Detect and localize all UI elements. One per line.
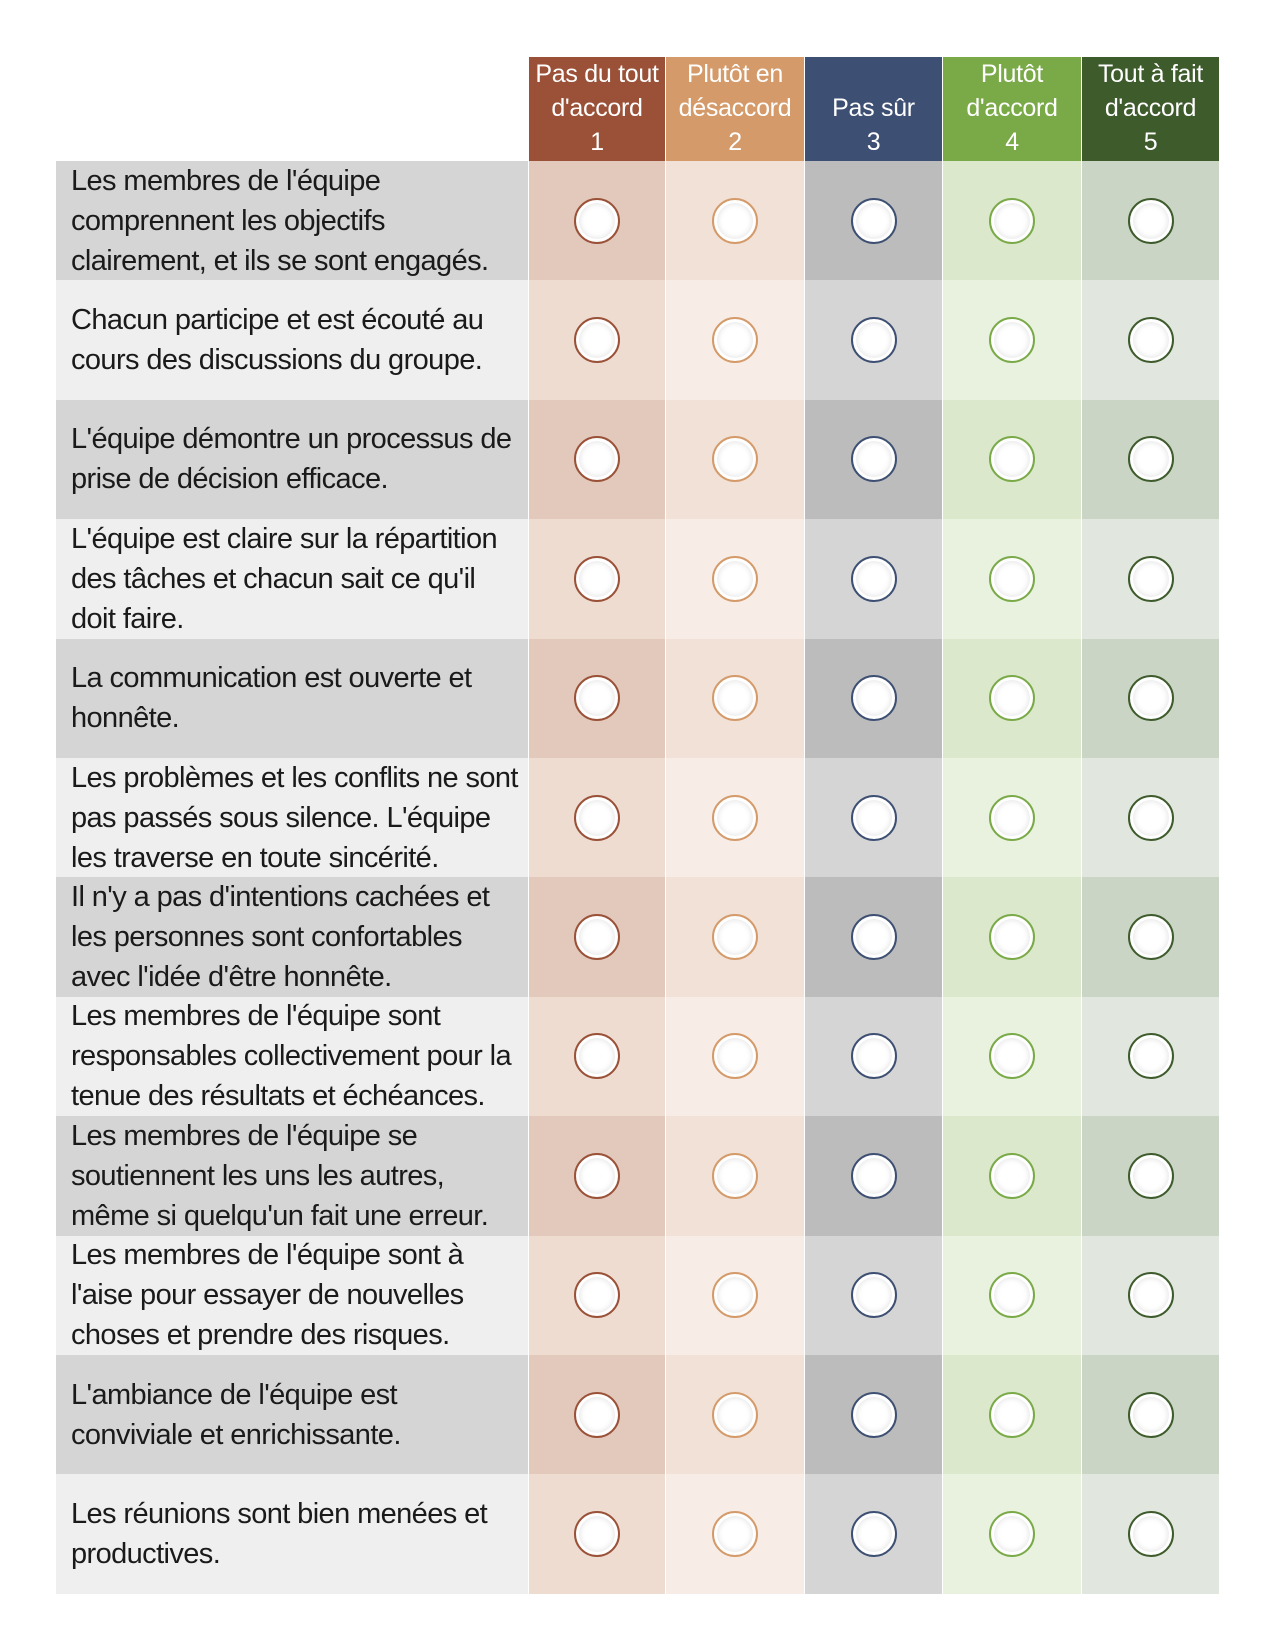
survey-table bbox=[56, 57, 1219, 1594]
rating-cell-1 bbox=[528, 877, 665, 996]
rating-radio-1[interactable] bbox=[574, 198, 620, 244]
rating-radio-1[interactable] bbox=[574, 1033, 620, 1079]
rating-cell-5 bbox=[1081, 1355, 1219, 1474]
rating-cell-3 bbox=[804, 1355, 942, 1474]
rating-radio-5[interactable] bbox=[1128, 1392, 1174, 1438]
rating-radio-3[interactable] bbox=[851, 675, 897, 721]
rating-cell-3 bbox=[804, 997, 942, 1116]
rating-cell-1 bbox=[528, 1236, 665, 1355]
scale-label-line1: Plutôt bbox=[980, 60, 1044, 88]
rating-cell-1 bbox=[528, 1355, 665, 1474]
rating-cell-2 bbox=[665, 758, 804, 877]
rating-cell-3 bbox=[804, 877, 942, 996]
scale-label-line2: d'accord bbox=[1104, 94, 1197, 122]
rating-radio-1[interactable] bbox=[574, 556, 620, 602]
rating-cell-1 bbox=[528, 161, 665, 280]
rating-radio-3[interactable] bbox=[851, 1033, 897, 1079]
rating-cell-1 bbox=[528, 997, 665, 1116]
rating-cell-2 bbox=[665, 280, 804, 399]
rating-radio-1[interactable] bbox=[574, 1511, 620, 1557]
question-text: Les membres de l'équipe sont responsables collectivement pour la tenue des résultats et échéances. bbox=[56, 997, 528, 1116]
question-text: L'équipe est claire sur la répartition des tâches et chacun sait ce qu'il doit faire. bbox=[56, 519, 528, 638]
question-text: L'équipe démontre un processus de prise de décision efficace. bbox=[56, 400, 528, 519]
rating-cell-2 bbox=[665, 1236, 804, 1355]
rating-radio-1[interactable] bbox=[574, 317, 620, 363]
rating-radio-2[interactable] bbox=[712, 198, 758, 244]
rating-radio-5[interactable] bbox=[1128, 436, 1174, 482]
rating-cell-5 bbox=[1081, 1474, 1219, 1593]
rating-radio-2[interactable] bbox=[712, 795, 758, 841]
rating-cell-3 bbox=[804, 1474, 942, 1593]
rating-cell-2 bbox=[665, 519, 804, 638]
question-text: Les réunions sont bien menées et productives. bbox=[56, 1474, 528, 1593]
rating-radio-2[interactable] bbox=[712, 317, 758, 363]
rating-cell-1 bbox=[528, 1116, 665, 1235]
rating-cell-5 bbox=[1081, 161, 1219, 280]
rating-radio-2[interactable] bbox=[712, 1272, 758, 1318]
scale-number: 2 bbox=[728, 128, 742, 156]
rating-cell-4 bbox=[942, 519, 1081, 638]
rating-radio-4[interactable] bbox=[989, 1392, 1035, 1438]
rating-radio-3[interactable] bbox=[851, 914, 897, 960]
question-text: Les problèmes et les conflits ne sont pas passés sous silence. L'équipe les traverse en toute sincérité. bbox=[56, 758, 528, 877]
table-row bbox=[56, 997, 1219, 1116]
table-row bbox=[56, 639, 1219, 758]
question-rows bbox=[56, 161, 1219, 1594]
rating-radio-5[interactable] bbox=[1128, 198, 1174, 244]
scale-number: 3 bbox=[866, 128, 881, 156]
rating-radio-3[interactable] bbox=[851, 1272, 897, 1318]
rating-radio-1[interactable] bbox=[574, 1272, 620, 1318]
rating-cell-3 bbox=[804, 639, 942, 758]
scale-label-line1: Tout à fait bbox=[1097, 60, 1204, 88]
rating-cell-5 bbox=[1081, 1236, 1219, 1355]
table-row bbox=[56, 519, 1219, 638]
rating-cell-4 bbox=[942, 758, 1081, 877]
rating-cell-5 bbox=[1081, 519, 1219, 638]
rating-cell-1 bbox=[528, 280, 665, 399]
table-row bbox=[56, 161, 1219, 280]
rating-cell-5 bbox=[1081, 639, 1219, 758]
rating-radio-5[interactable] bbox=[1128, 556, 1174, 602]
rating-cell-1 bbox=[528, 1474, 665, 1593]
rating-cell-3 bbox=[804, 1116, 942, 1235]
rating-cell-5 bbox=[1081, 1116, 1219, 1235]
rating-cell-5 bbox=[1081, 280, 1219, 399]
rating-radio-3[interactable] bbox=[851, 556, 897, 602]
question-text: La communication est ouverte et honnête. bbox=[56, 639, 528, 758]
rating-radio-2[interactable] bbox=[712, 1153, 758, 1199]
rating-cell-2 bbox=[665, 1474, 804, 1593]
scale-label-line2: Pas sûr bbox=[832, 94, 915, 122]
rating-radio-2[interactable] bbox=[712, 1392, 758, 1438]
rating-radio-2[interactable] bbox=[712, 436, 758, 482]
rating-cell-2 bbox=[665, 1116, 804, 1235]
rating-cell-5 bbox=[1081, 877, 1219, 996]
rating-cell-5 bbox=[1081, 997, 1219, 1116]
rating-radio-3[interactable] bbox=[851, 436, 897, 482]
rating-cell-2 bbox=[665, 997, 804, 1116]
table-row bbox=[56, 1236, 1219, 1355]
table-row bbox=[56, 400, 1219, 519]
rating-cell-4 bbox=[942, 1236, 1081, 1355]
rating-radio-4[interactable] bbox=[989, 1153, 1035, 1199]
rating-radio-5[interactable] bbox=[1128, 795, 1174, 841]
rating-cell-4 bbox=[942, 1474, 1081, 1593]
rating-radio-2[interactable] bbox=[712, 675, 758, 721]
rating-radio-4[interactable] bbox=[989, 436, 1035, 482]
table-row bbox=[56, 758, 1219, 877]
table-row bbox=[56, 1116, 1219, 1235]
rating-cell-1 bbox=[528, 639, 665, 758]
rating-cell-1 bbox=[528, 758, 665, 877]
scale-label-line2: désaccord bbox=[678, 94, 792, 122]
rating-radio-4[interactable] bbox=[989, 675, 1035, 721]
rating-cell-2 bbox=[665, 400, 804, 519]
rating-radio-2[interactable] bbox=[712, 556, 758, 602]
question-text: L'ambiance de l'équipe est conviviale et enrichissante. bbox=[56, 1355, 528, 1474]
rating-cell-5 bbox=[1081, 400, 1219, 519]
rating-radio-5[interactable] bbox=[1128, 675, 1174, 721]
question-text: Les membres de l'équipe comprennent les objectifs clairement, et ils se sont engagés. bbox=[56, 161, 528, 280]
scale-label-line2: d'accord bbox=[966, 94, 1058, 122]
rating-cell-2 bbox=[665, 1355, 804, 1474]
rating-radio-3[interactable] bbox=[851, 795, 897, 841]
rating-radio-4[interactable] bbox=[989, 1511, 1035, 1557]
rating-radio-4[interactable] bbox=[989, 317, 1035, 363]
rating-radio-1[interactable] bbox=[574, 1153, 620, 1199]
rating-radio-4[interactable] bbox=[989, 795, 1035, 841]
rating-cell-4 bbox=[942, 1355, 1081, 1474]
rating-radio-2[interactable] bbox=[712, 914, 758, 960]
header-spacer bbox=[56, 57, 528, 161]
rating-radio-1[interactable] bbox=[574, 675, 620, 721]
rating-cell-2 bbox=[665, 161, 804, 280]
rating-cell-4 bbox=[942, 997, 1081, 1116]
scale-number: 5 bbox=[1143, 128, 1158, 156]
rating-cell-4 bbox=[942, 400, 1081, 519]
rating-radio-4[interactable] bbox=[989, 914, 1035, 960]
scale-header bbox=[56, 57, 1219, 161]
rating-cell-1 bbox=[528, 400, 665, 519]
scale-header-3 bbox=[804, 57, 942, 161]
rating-radio-4[interactable] bbox=[989, 556, 1035, 602]
rating-radio-2[interactable] bbox=[712, 1033, 758, 1079]
rating-cell-4 bbox=[942, 1116, 1081, 1235]
rating-cell-3 bbox=[804, 400, 942, 519]
rating-cell-3 bbox=[804, 758, 942, 877]
scale-label-line2: d'accord bbox=[551, 94, 643, 122]
rating-radio-3[interactable] bbox=[851, 198, 897, 244]
rating-cell-4 bbox=[942, 639, 1081, 758]
question-text: Les membres de l'équipe se soutiennent les uns les autres, même si quelqu'un fait une erreur. bbox=[56, 1116, 528, 1235]
rating-radio-5[interactable] bbox=[1128, 1153, 1174, 1199]
rating-cell-3 bbox=[804, 161, 942, 280]
rating-cell-4 bbox=[942, 280, 1081, 399]
rating-radio-4[interactable] bbox=[989, 198, 1035, 244]
scale-label-line1: Plutôt en bbox=[687, 60, 783, 88]
rating-radio-5[interactable] bbox=[1128, 1511, 1174, 1557]
rating-cell-2 bbox=[665, 639, 804, 758]
question-text: Il n'y a pas d'intentions cachées et les personnes sont confortables avec l'idée d'être honnête. bbox=[56, 877, 528, 996]
rating-radio-2[interactable] bbox=[712, 1511, 758, 1557]
rating-cell-3 bbox=[804, 280, 942, 399]
scale-number: 4 bbox=[1005, 128, 1019, 156]
scale-header-5 bbox=[1081, 57, 1219, 161]
scale-number: 1 bbox=[590, 128, 604, 156]
table-row bbox=[56, 280, 1219, 399]
scale-header-1 bbox=[528, 57, 665, 161]
rating-radio-5[interactable] bbox=[1128, 1033, 1174, 1079]
question-text: Chacun participe et est écouté au cours des discussions du groupe. bbox=[56, 280, 528, 399]
rating-radio-5[interactable] bbox=[1128, 914, 1174, 960]
rating-cell-2 bbox=[665, 877, 804, 996]
rating-cell-4 bbox=[942, 877, 1081, 996]
rating-radio-1[interactable] bbox=[574, 436, 620, 482]
rating-cell-5 bbox=[1081, 758, 1219, 877]
rating-radio-5[interactable] bbox=[1128, 317, 1174, 363]
rating-cell-4 bbox=[942, 161, 1081, 280]
scale-label-line1: Pas du tout bbox=[535, 60, 659, 88]
rating-radio-1[interactable] bbox=[574, 795, 620, 841]
rating-cell-3 bbox=[804, 519, 942, 638]
scale-header-2 bbox=[665, 57, 804, 161]
table-row bbox=[56, 877, 1219, 996]
rating-cell-3 bbox=[804, 1236, 942, 1355]
rating-radio-3[interactable] bbox=[851, 317, 897, 363]
rating-radio-4[interactable] bbox=[989, 1272, 1035, 1318]
rating-radio-5[interactable] bbox=[1128, 1272, 1174, 1318]
rating-radio-4[interactable] bbox=[989, 1033, 1035, 1079]
rating-cell-1 bbox=[528, 519, 665, 638]
scale-header-4 bbox=[942, 57, 1081, 161]
table-row bbox=[56, 1355, 1219, 1474]
question-text: Les membres de l'équipe sont à l'aise pour essayer de nouvelles choses et prendre des risques. bbox=[56, 1236, 528, 1355]
rating-radio-3[interactable] bbox=[851, 1153, 897, 1199]
table-row bbox=[56, 1474, 1219, 1593]
rating-radio-1[interactable] bbox=[574, 1392, 620, 1438]
rating-radio-3[interactable] bbox=[851, 1392, 897, 1438]
rating-radio-3[interactable] bbox=[851, 1511, 897, 1557]
rating-radio-1[interactable] bbox=[574, 914, 620, 960]
